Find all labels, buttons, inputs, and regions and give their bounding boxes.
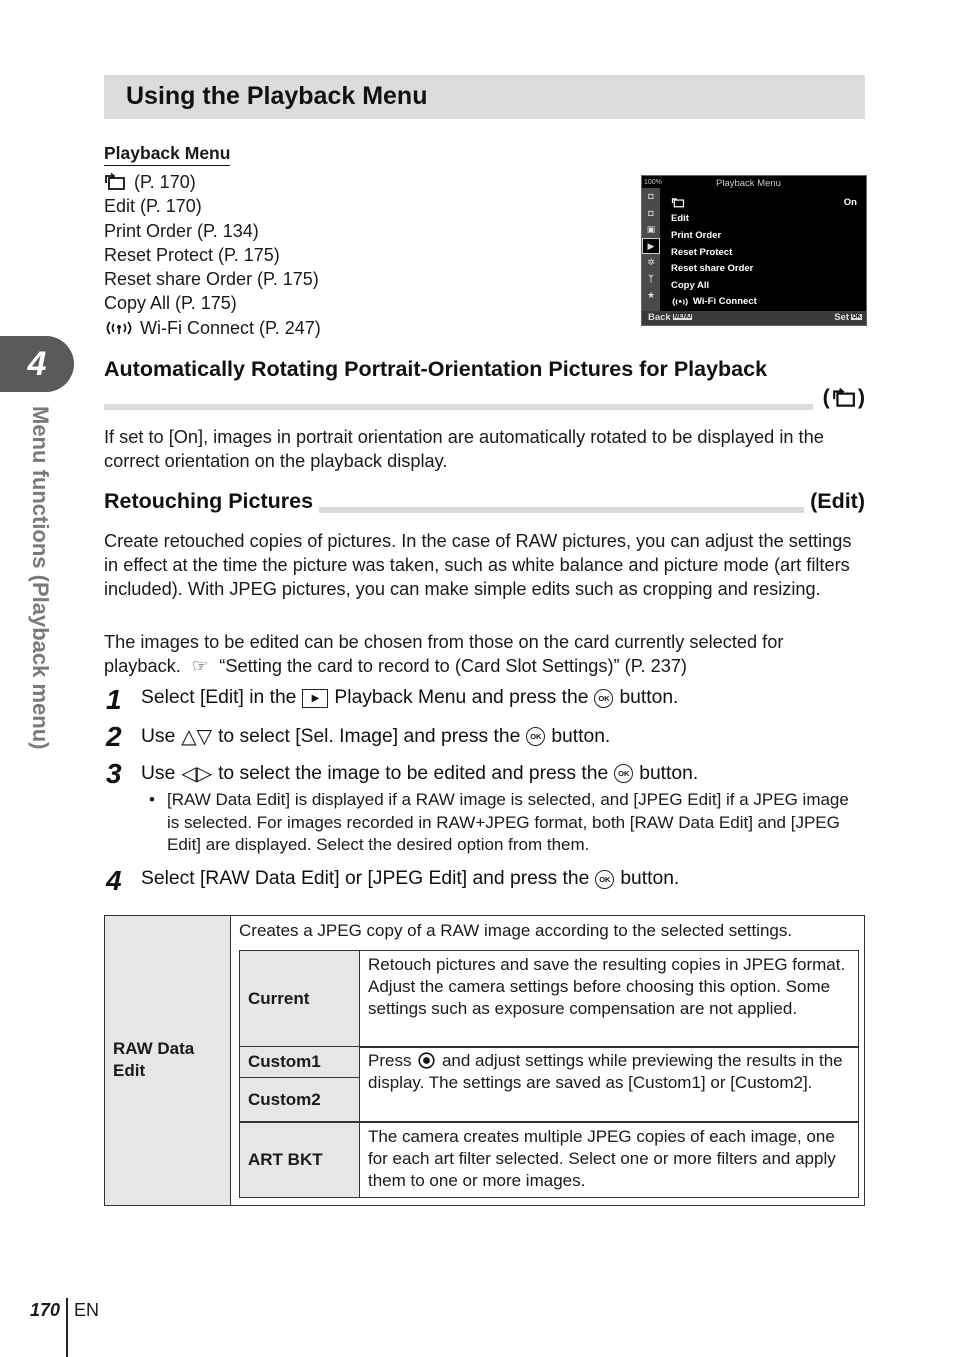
option-current-desc: Retouch pictures and save the resulting copies in JPEG format. Adjust the camera settings before choosing this option. Some settings such as exposure compensation are not applied. [368,955,846,1018]
language-label: EN [74,1300,100,1320]
shooting-menu-1-icon: ◘ [648,191,654,202]
playback-menu-heading: Playback Menu [104,143,230,166]
option-art-bkt: ART BKT [240,1123,360,1197]
rotate-section-heading-icon: ( ) [822,385,865,409]
chapter-number: 4 [27,344,47,383]
page-number: 170 [30,1300,61,1320]
table-row [239,950,859,1048]
chapter-tab [0,336,74,392]
left-right-arrows-icon: ◁▷ [181,763,213,785]
rotate-body: If set to [On], images in portrait orientation are automatically rotated to be displayed in the correct orientation on the playback display. [104,427,824,471]
rotate-icon [104,173,126,191]
playback-icon: ▶ [302,689,328,708]
raw-edit-description: Creates a JPEG copy of a RAW image according to the selected settings. [239,921,793,940]
camera-menu-items [671,194,861,310]
menu-item-copy-all: Copy All (P. 175) [104,293,237,314]
camera-screen-title: Playback Menu [716,178,781,189]
camera-tab-column [642,188,660,312]
video-menu-icon: ▣ [646,223,656,234]
setup-menu-icon: ᛉ [648,274,654,285]
rotate-section-heading: Automatically Rotating Portrait-Orientation Pictures for Playback [104,357,768,381]
camera-item-reset-share-order: Reset share Order [671,263,754,275]
bullet-dot: • [149,790,155,809]
my-menu-icon: ★ [646,290,656,301]
option-custom1: Custom1 [240,1047,360,1078]
table-row [239,1122,859,1198]
reference-icon: ☞ [191,656,209,676]
step-number: 3 [106,758,122,789]
step-number: 1 [106,684,122,715]
custom-menu-icon: ✲ [647,257,655,268]
table-row [239,1046,859,1122]
option-art-bkt-desc: The camera creates multiple JPEG copies of each image, one for each art filter selected. Select one or more filters and apply them to one or more images. [368,1127,836,1190]
menu-item-edit: Edit (P. 170) [104,196,202,217]
edit-section-heading: Retouching Pictures [104,489,319,514]
ok-button-icon: OK [595,870,614,889]
ok-button-icon: OK [594,689,613,708]
option-custom2: Custom2 [240,1078,360,1121]
step-4-text: Select [RAW Data Edit] or [JPEG Edit] and press the OK button. [141,868,680,889]
rotate-icon [671,197,685,208]
camera-item-copy-all: Copy All [671,279,710,291]
camera-item-print-order: Print Order [671,229,722,241]
step-3-note: [RAW Data Edit] is displayed if a RAW image is selected, and [JPEG Edit] if a JPEG image is selected. For images recorded in RAW+JPEG format, both [RAW Data Edit] and [JPEG Edit] are displayed. Select the desired option from them. [167,790,849,854]
wifi-icon [104,320,140,336]
camera-back-hint: Back MENU [648,312,692,323]
step-3-text: Use ◁▷ to select the image to be edited and press the OK button. [141,762,699,785]
camera-item-wifi-connect: Wi-Fi Connect [671,294,861,311]
battery-indicator: 100% [644,179,662,186]
edit-para-2: The images to be edited can be chosen from those on the card currently selected for playback. ☞ “Setting the card to record to (Card Slot Settings)” (P. 237) [104,632,784,676]
side-chapter-label: Menu functions (Playback menu) [28,406,53,750]
edit-para-1: Create retouched copies of pictures. In the case of RAW pictures, you can adjust the settings in effect at the time the picture was taken, such as white balance and picture mode (art filters included). With JPEG pictures, you can make simple edits such as cropping and resizing. [104,531,852,599]
camera-set-hint: Set OK [834,312,861,323]
step-number: 2 [106,721,122,752]
camera-item-edit: Edit [671,213,689,225]
rotate-heading-rule [104,404,813,410]
ok-button-icon: OK [614,764,633,783]
menu-item-print-order: Print Order (P. 134) [104,220,259,241]
shooting-menu-2-icon: ◘ [648,207,654,218]
edit-section-heading-right: (Edit) [804,489,865,514]
camera-bottom-bar [642,311,866,325]
menu-item-reset-share-order: Reset share Order (P. 175) [104,269,319,290]
menu-item-reset-protect: Reset Protect (P. 175) [104,244,280,265]
raw-edit-header-cell: RAW Data Edit [105,916,231,1205]
raw-edit-table [104,915,865,1206]
footer-divider [66,1298,68,1357]
menu-item-wifi-connect: Wi-Fi Connect (P. 247) [104,316,321,340]
menu-item-rotate: (P. 170) [104,170,321,194]
rotate-icon [832,388,856,408]
option-custom-desc: Press and adjust settings while previewing the results in the display. The settings are saved as [Custom1] or [Custom2]. [368,1051,843,1092]
page-title: Using the Playback Menu [126,82,428,110]
wifi-icon [671,297,693,307]
rotate-value: On [843,196,857,208]
playback-menu-icon: ▶ [642,238,660,255]
playback-menu-list [104,170,321,340]
page-title-bar [104,75,865,119]
option-current: Current [240,951,360,1047]
step-2-text: Use △▽ to select [Sel. Image] and press the OK button. [141,725,611,748]
camera-item-rotate [671,194,861,211]
camera-item-reset-protect: Reset Protect [671,246,733,258]
camera-menu-screen [641,175,867,326]
up-down-arrows-icon: △▽ [181,726,213,748]
dial-target-icon [418,1052,435,1069]
ok-button-icon: OK [526,727,545,746]
step-number: 4 [106,865,122,896]
step-1-text: Select [Edit] in the ▶ Playback Menu and press the OK button. [141,687,679,708]
